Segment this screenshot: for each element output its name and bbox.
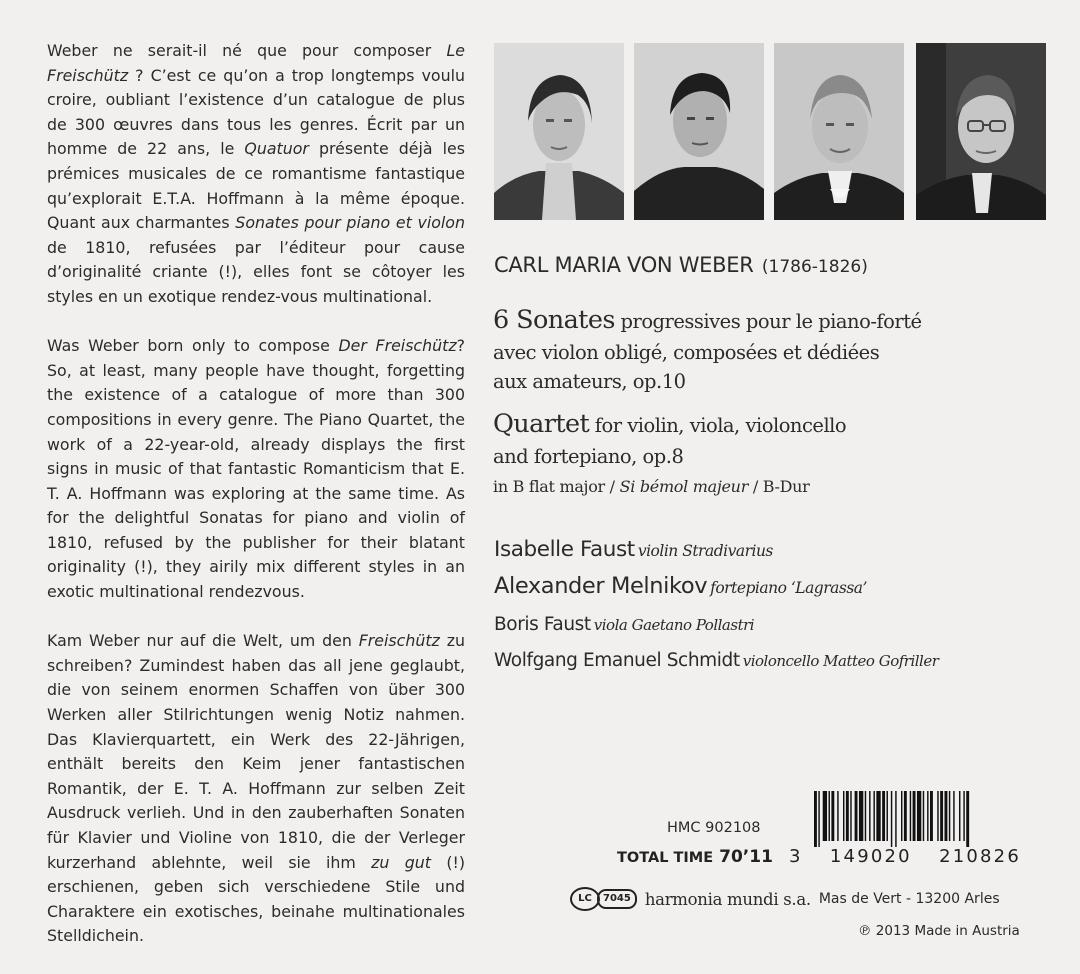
barcode-bar — [865, 791, 866, 841]
total-time — [617, 847, 773, 867]
barcode-bar — [953, 791, 954, 841]
barcode-bar — [917, 791, 921, 841]
portrait-man-2-image — [774, 43, 904, 220]
barcode-digits: 3 149020 210826 — [789, 846, 1021, 867]
catalog-number: HMC 902108 — [667, 820, 761, 836]
barcode-bar — [949, 791, 950, 841]
sonatas-title: 6 Sonates — [493, 305, 615, 335]
composer-name: CARL MARIA VON WEBER — [494, 253, 754, 277]
portrait-man-3-image — [916, 43, 1046, 220]
portrait-man-1-image — [634, 43, 764, 220]
barcode-bar — [850, 791, 851, 841]
work-sonatas: 6 Sonates progressives pour le piano-forté avec violon obligé, composées et dédiées aux amateurs, op.10 — [493, 305, 922, 393]
barcode-bar — [923, 791, 924, 841]
label-code-logo: LC 7045 — [570, 887, 637, 911]
portrait-man-1 — [634, 43, 764, 220]
barcode-bar — [901, 791, 902, 841]
key-signature: in B flat major / Si bémol majeur / B-Dur — [493, 477, 810, 496]
barcode-bar — [876, 791, 880, 841]
artist-instrument: viola Gaetano Pollastri — [593, 616, 755, 634]
barcode-bar — [940, 791, 943, 841]
barcode-bar — [945, 791, 948, 841]
barcode-bar — [873, 791, 874, 841]
barcode-bar — [843, 791, 844, 841]
barcode — [814, 791, 1020, 847]
barcode-bar — [966, 791, 969, 847]
liner-notes-french: Weber ne serait-il né que pour composer Le Freischütz ? C’est ce qu’on a trop longtemps voulu croire, oubliant l’existence d’un catalogue de plus de 300 œuvres dans tous les genres. Écrit par un homme de 22 ans, le Quatuor présente déjà les prémices musicales de ce romantisme fantastique qu’explorait E.T.A. Hoffmann à la même époque. Quant aux charmantes Sonates pour piano et violon de 1810, refusées par l’éditeur pour cause d’originalité criante (!), elles font se côtoyer les styles en un exotique rendez-vous multinational. — [47, 41, 465, 306]
barcode-bar — [829, 791, 830, 841]
portrait-man-3 — [916, 43, 1046, 220]
artist-name: Wolfgang Emanuel Schmidt — [494, 650, 740, 671]
liner-notes — [47, 39, 465, 974]
artist-name: Isabelle Faust — [494, 537, 635, 562]
artist-row — [494, 537, 773, 562]
publisher-address: Mas de Vert - 13200 Arles — [818, 891, 1000, 907]
barcode-bar — [910, 791, 911, 841]
barcode-bar — [837, 791, 838, 841]
liner-notes-german: Kam Weber nur auf die Welt, um den Freischütz zu schreiben? Zumindest haben das all jene geglaubt, die von seinem enormen Schaffen von über 300 Werken aller Stilrichtungen wenig Notiz nahmen. Das Klavierquartett, ein Werk des 22-Jährigen, enthält bereits den Keim jener fantastischen Romantik, der E. T. A. Hoffmann zur selben Zeit Ausdruck verlieh. Und in den zauberhaften Sonaten für Klavier und Violine von 1810, die der Verleger kurzerhand ablehnte, weil sie ihm zu gut (!) erschienen, geben sich verschiedene Stile und Charaktere ein exotisches, beinahe multinationales Stelldichein. — [47, 631, 466, 946]
barcode-bar — [887, 791, 888, 841]
artist-name: Alexander Melnikov — [494, 573, 708, 599]
barcode-bar — [895, 791, 896, 847]
copyright: ℗ 2013 Made in Austria — [858, 923, 1020, 939]
artist-instrument: violoncello Matteo Gofriller — [742, 652, 939, 670]
barcode-bar — [959, 791, 960, 841]
barcode-bar — [846, 791, 849, 841]
portrait-woman — [494, 43, 624, 220]
artist-row — [494, 650, 938, 671]
artist-row — [494, 573, 867, 599]
portrait-man-2 — [774, 43, 904, 220]
barcode-bar — [930, 791, 933, 841]
composer-dates: (1786-1826) — [761, 257, 868, 277]
portrait-woman-image — [494, 43, 624, 220]
barcode-bar — [859, 791, 863, 841]
barcode-bar — [927, 791, 928, 841]
publisher-row — [570, 887, 1000, 911]
barcode-bar — [891, 791, 892, 847]
liner-notes-english: Was Weber born only to compose Der Freischütz? So, at least, many people have thought, forgetting the existence of a catalogue of more than 300 compositions in every genre. The Piano Quartet, the work of a 22-year-old, already displays the first signs in music of that fantastic Romanticism that E. T. A. Hoffmann was exploring at the same time. As for the delightful Sonatas for piano and violin of 1810, refused by the publisher for their blatant originality (!), they airily mix different styles in an exotic multinational rendezvous. — [47, 336, 466, 602]
barcode-bar — [937, 791, 938, 841]
work-quartet: Quartet for violin, viola, violoncello and fortepiano, op.8 — [493, 409, 847, 468]
quartet-title: Quartet — [493, 409, 590, 439]
barcode-bar — [831, 791, 834, 841]
barcode-bar — [963, 791, 964, 841]
artist-instrument: fortepiano ‘Lagrassa’ — [710, 579, 867, 597]
publisher-name: harmonia mundi s.a. — [644, 889, 811, 909]
total-time-label: TOTAL TIME — [617, 850, 714, 866]
barcode-bar — [855, 791, 858, 841]
barcode-bar — [818, 791, 819, 847]
performer-portraits — [494, 43, 1046, 220]
barcode-bar — [913, 791, 916, 841]
composer-heading — [494, 253, 868, 277]
artist-instrument: violin Stradivarius — [637, 542, 773, 560]
total-time-value: 70’11 — [719, 847, 773, 867]
barcode-bar — [823, 791, 827, 841]
barcode-bar — [869, 791, 870, 841]
artist-row — [494, 614, 754, 635]
barcode-bar — [882, 791, 885, 841]
artist-name: Boris Faust — [494, 614, 591, 635]
barcode-bar — [904, 791, 907, 841]
barcode-bar — [814, 791, 817, 847]
